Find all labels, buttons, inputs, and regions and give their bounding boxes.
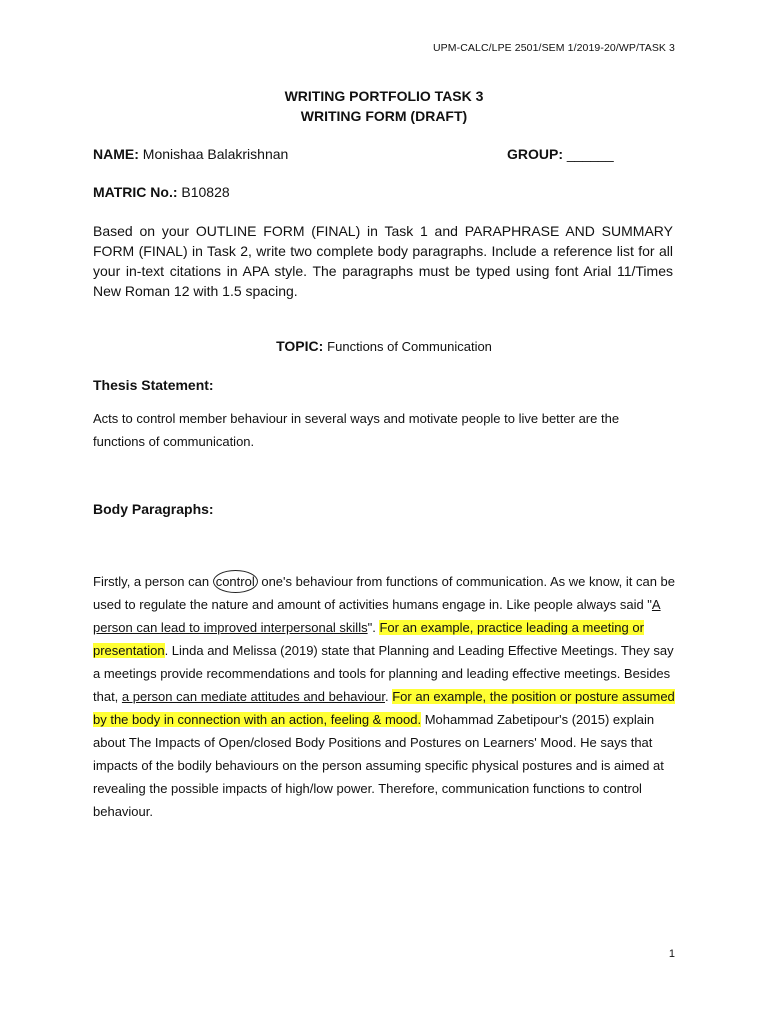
underlined-point: a person can mediate attitudes and behaviour bbox=[121, 689, 385, 704]
body-paragraphs-label: Body Paragraphs: bbox=[93, 501, 214, 517]
document-subtitle: WRITING FORM (DRAFT) bbox=[300, 108, 468, 124]
matric-label: MATRIC No.: bbox=[93, 184, 178, 200]
group-label: GROUP: bbox=[507, 146, 563, 162]
instructions-paragraph: Based on your OUTLINE FORM (FINAL) in Task 1 and PARAPHRASE AND SUMMARY FORM (FINAL) in Task 2, write two complete body paragraphs. Include a reference list for all your in-text citations in APA style. The paragraphs must be typed using font Arial 11/Times New Roman 12 with 1.5 spacing. bbox=[93, 223, 673, 299]
thesis-text: Acts to control member behaviour in several ways and motivate people to live better are the functions of communication. bbox=[93, 411, 620, 449]
document-title: WRITING PORTFOLIO TASK 3 bbox=[284, 88, 484, 104]
body-text-segment: . bbox=[385, 689, 393, 704]
topic-label: TOPIC: bbox=[276, 338, 324, 354]
matric-value: B10828 bbox=[181, 184, 230, 200]
highlighted-example: For an example, practice leading a meeting or presentation bbox=[93, 620, 644, 658]
underlined-quote: A person can lead to improved interpersonal skills bbox=[93, 597, 661, 635]
thesis-label: Thesis Statement: bbox=[93, 377, 214, 393]
name-label: NAME: bbox=[93, 146, 139, 162]
group-value: ______ bbox=[566, 146, 614, 162]
body-text-segment: ". bbox=[367, 620, 380, 635]
topic-value: Functions of Communication bbox=[327, 339, 492, 354]
body-text-segment: Mohammad Zabetipour's (2015) explain about The Impacts of Open/closed Body Positions and Postures on Learners' Mood. He says that impacts of the bodily behaviours on the person assuming specific physical postures and is aimed at revealing the possible impacts of high/low power. Therefore, communication functions to control behaviour. bbox=[93, 712, 664, 819]
page-number: 1 bbox=[668, 948, 675, 960]
body-text-segment: . Linda and Melissa (2019) state that Planning and Leading Effective Meetings. They say a meetings provide recommendations and tools for planning and leading effective meetings. Besides that, bbox=[93, 643, 674, 704]
circled-word: control bbox=[213, 570, 258, 593]
topic-row bbox=[0, 338, 768, 354]
highlighted-example: For an example, the position or posture assumed by the body in connection with an action, feeling & mood. bbox=[93, 689, 675, 727]
name-value: Monishaa Balakrishnan bbox=[142, 146, 289, 162]
matric-row bbox=[93, 184, 230, 200]
body-paragraph bbox=[93, 570, 675, 823]
group-row bbox=[507, 146, 614, 162]
body-text-segment: one's behaviour from functions of communication. As we know, it can be used to regulate the nature and amount of activities humans engage in. Like people always said " bbox=[93, 574, 675, 612]
name-row bbox=[93, 146, 288, 162]
body-text-segment: Firstly, a person can bbox=[93, 574, 213, 589]
course-reference-header: UPM-CALC/LPE 2501/SEM 1/2019-20/WP/TASK 3 bbox=[432, 42, 675, 54]
